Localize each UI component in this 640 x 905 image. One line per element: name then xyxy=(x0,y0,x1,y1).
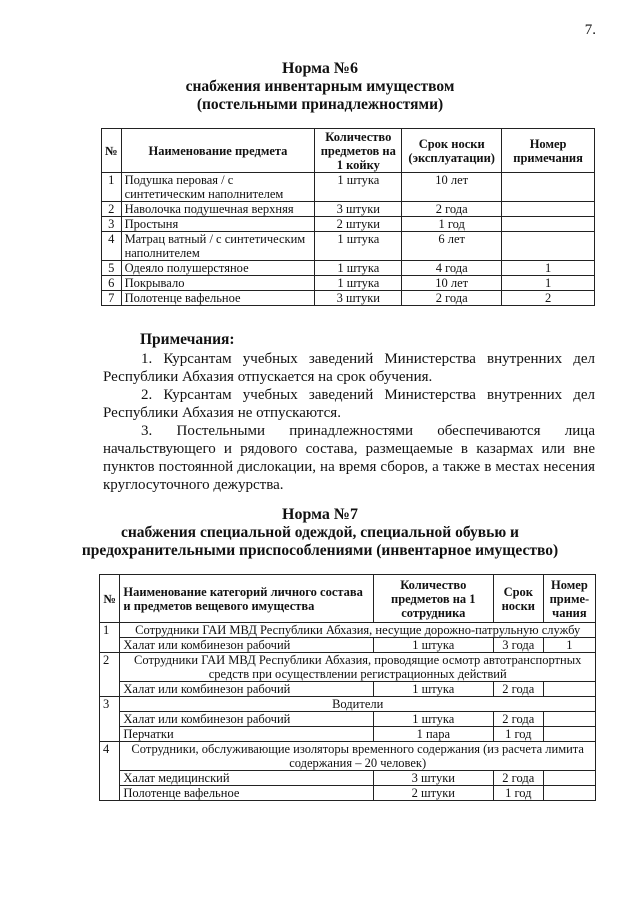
header-cell: Номер приме-чания xyxy=(543,575,595,623)
table-cell: 1 xyxy=(100,623,120,653)
norm7-heading xyxy=(0,506,640,560)
table-cell: 1 год xyxy=(402,217,502,232)
table-cell xyxy=(543,682,595,697)
table-cell: 2 года xyxy=(493,682,543,697)
norm7-subtitle-2: предохранительными приспособлениями (инвентарное имущество) xyxy=(81,542,559,559)
table-cell: 1 штука xyxy=(373,712,493,727)
table-cell: 2 года xyxy=(402,291,502,306)
table-cell: 3 xyxy=(102,217,122,232)
table-row xyxy=(102,202,595,217)
notes-title: Примечания: xyxy=(140,331,235,348)
page-number: 7. xyxy=(584,22,596,38)
table-cell: 2 xyxy=(100,653,120,697)
table-cell: 4 xyxy=(102,232,122,261)
table-cell: Сотрудники ГАИ МВД Республики Абхазия, несущие дорожно-патрульную службу xyxy=(120,623,596,638)
table-cell: 4 года xyxy=(402,261,502,276)
table-cell: Одеяло полушерстяное xyxy=(121,261,315,276)
table-cell: 2 года xyxy=(493,771,543,786)
header-cell: Количество предметов на 1 койку xyxy=(315,129,402,173)
table-cell: 2 xyxy=(102,202,122,217)
table-cell: 2 xyxy=(502,291,595,306)
table-cell: 6 лет xyxy=(402,232,502,261)
table-cell xyxy=(543,771,595,786)
table-row xyxy=(100,638,596,653)
table-cell: Халат или комбинезон рабочий xyxy=(120,712,373,727)
category-row xyxy=(100,623,596,638)
table-cell: Наволочка подушечная верхняя xyxy=(121,202,315,217)
table-cell: Перчатки xyxy=(120,727,373,742)
note-item: 1. Курсантам учебных заведений Министерства внутренних дел Республики Абхазия отпускается на срок обучения. xyxy=(103,351,595,385)
category-row xyxy=(100,697,596,712)
table-cell: 1 штука xyxy=(315,276,402,291)
table-cell: 5 xyxy=(102,261,122,276)
header-cell: Номер примечания xyxy=(502,129,595,173)
table-cell: Халат или комбинезон рабочий xyxy=(120,638,373,653)
table-cell: 3 года xyxy=(493,638,543,653)
norm6-title: Норма №6 xyxy=(282,60,358,77)
table-cell: 1 штука xyxy=(315,173,402,202)
category-row xyxy=(100,653,596,682)
table-cell: Покрывало xyxy=(121,276,315,291)
table-cell: 7 xyxy=(102,291,122,306)
norm6-table xyxy=(101,128,595,306)
norm7-table xyxy=(99,574,596,801)
table-row xyxy=(102,232,595,261)
table-row xyxy=(102,261,595,276)
table-row xyxy=(100,712,596,727)
header-cell: Наименование предмета xyxy=(121,129,315,173)
table-cell xyxy=(543,727,595,742)
table-cell: 2 года xyxy=(402,202,502,217)
table-cell: Сотрудники, обслуживающие изоляторы временного содержания (из расчета лимита содержания – 20 человек) xyxy=(120,742,596,771)
table-cell: 1 год xyxy=(493,786,543,801)
table-cell xyxy=(502,202,595,217)
norm7-subtitle-1: снабжения специальной одеждой, специальной обувью и xyxy=(120,524,519,541)
table-cell: Простыня xyxy=(121,217,315,232)
category-row xyxy=(100,742,596,771)
table-row xyxy=(102,217,595,232)
note-item: 2. Курсантам учебных заведений Министерства внутренних дел Республики Абхазия не отпускаются. xyxy=(103,387,595,421)
table-cell: 1 xyxy=(502,276,595,291)
notes-list xyxy=(103,350,595,494)
table-cell: 1 xyxy=(543,638,595,653)
table-cell xyxy=(502,173,595,202)
norm7-header-row xyxy=(100,575,596,623)
table-cell: Полотенце вафельное xyxy=(121,291,315,306)
table-cell: 6 xyxy=(102,276,122,291)
table-cell: 1 штука xyxy=(315,232,402,261)
table-cell: Матрац ватный / с синтетическим наполнителем xyxy=(121,232,315,261)
norm6-subtitle-2: (постельными принадлежностями) xyxy=(196,96,444,113)
table-row xyxy=(100,727,596,742)
header-cell: № xyxy=(100,575,120,623)
table-cell: 2 штуки xyxy=(315,217,402,232)
table-cell xyxy=(502,217,595,232)
table-cell: 3 штуки xyxy=(315,291,402,306)
table-cell: 4 xyxy=(100,742,120,801)
table-row xyxy=(102,173,595,202)
table-cell xyxy=(502,232,595,261)
table-row xyxy=(100,786,596,801)
table-cell: Сотрудники ГАИ МВД Республики Абхазия, проводящие осмотр автотранспортных средств при осуществлении регистрационных действий xyxy=(120,653,596,682)
header-cell: № xyxy=(102,129,122,173)
table-cell: 1 год xyxy=(493,727,543,742)
table-row xyxy=(102,291,595,306)
header-cell: Срок носки xyxy=(493,575,543,623)
table-cell: 10 лет xyxy=(402,173,502,202)
table-cell: Подушка перовая / с синтетическим наполнителем xyxy=(121,173,315,202)
table-cell: 1 xyxy=(502,261,595,276)
table-row xyxy=(100,682,596,697)
header-cell: Количество предметов на 1 сотрудника xyxy=(373,575,493,623)
table-cell: 1 штука xyxy=(373,638,493,653)
note-item: 3. Постельными принадлежностями обеспечиваются лица начальствующего и рядового состава, размещаемые в казармах или вне пунктов постоянной дислокации, на время сборов, а также в местах несения круглосуточного дежурства. xyxy=(103,423,595,493)
table-cell xyxy=(543,712,595,727)
table-cell: 1 штука xyxy=(315,261,402,276)
table-cell: 3 штуки xyxy=(373,771,493,786)
table-cell: 1 xyxy=(102,173,122,202)
table-cell: Водители xyxy=(120,697,596,712)
table-cell: Халат медицинский xyxy=(120,771,373,786)
norm6-header-row xyxy=(102,129,595,173)
table-cell: Полотенце вафельное xyxy=(120,786,373,801)
header-cell: Срок носки (эксплуатации) xyxy=(402,129,502,173)
table-row xyxy=(100,771,596,786)
norm6-heading xyxy=(0,60,640,114)
norm7-title: Норма №7 xyxy=(282,506,358,523)
table-cell: 1 штука xyxy=(373,682,493,697)
table-cell xyxy=(543,786,595,801)
header-cell: Наименование категорий личного состава и предметов вещевого имущества xyxy=(120,575,373,623)
table-cell: 2 года xyxy=(493,712,543,727)
table-row xyxy=(102,276,595,291)
table-cell: Халат или комбинезон рабочий xyxy=(120,682,373,697)
table-cell: 1 пара xyxy=(373,727,493,742)
table-cell: 3 штуки xyxy=(315,202,402,217)
table-cell: 10 лет xyxy=(402,276,502,291)
table-cell: 3 xyxy=(100,697,120,742)
table-cell: 2 штуки xyxy=(373,786,493,801)
norm6-subtitle-1: снабжения инвентарным имуществом xyxy=(185,78,455,95)
